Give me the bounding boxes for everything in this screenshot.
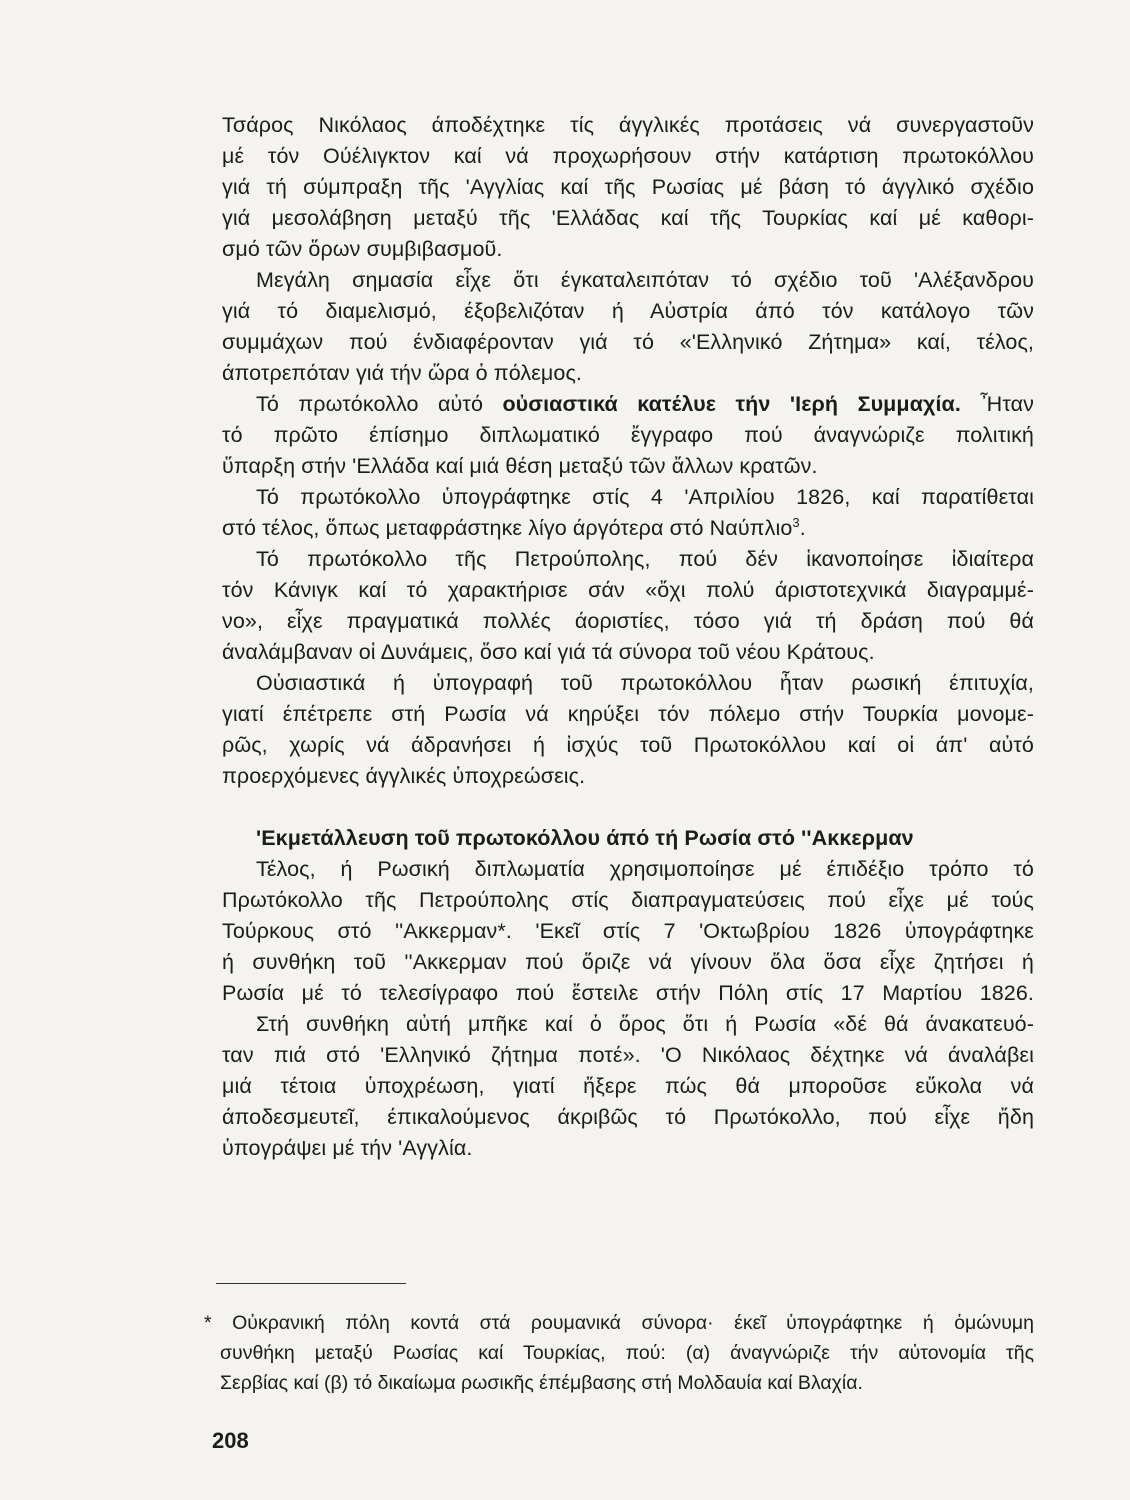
- footnote-divider: [216, 1283, 406, 1284]
- text-line: ρῶς, χωρίς νά άδρανήσει ή ἰσχύς τοῦ Πρωτοκόλλου καί οἱ άπ' αὐτό: [222, 733, 1034, 757]
- text-line: προερχόμενες άγγλικές ὑποχρεώσεις.: [222, 764, 586, 788]
- text-line: Τσάρος Νικόλαος άποδέχτηκε τίς άγγλικές προτάσεις νά συνεργαστοῦν: [222, 113, 1034, 137]
- text-line: μιά τέτοια ὑποχρέωση, γιατί ἤξερε πώς θά μποροῦσε εὔκολα νά: [222, 1074, 1034, 1098]
- footnote-line: Σερβίας καί (β) τό δικαίωμα ρωσικῆς έπέμβασης στή Μολδαυία καί Βλαχία.: [220, 1372, 863, 1394]
- text-line: Τό πρωτόκολλο τῆς Πετρούπολης, πού δέν ἱκανοποίησε ἰδιαίτερα: [256, 547, 1034, 571]
- footnote: [204, 1308, 1034, 1398]
- section-heading: 'Εκμετάλλευση τοῦ πρωτοκόλλου άπό τή Ρωσία στό ''Ακκερμαν: [256, 826, 914, 850]
- text-line: [222, 513, 1034, 544]
- text-line: γιά τό διαμελισμό, έξοβελιζόταν ή Αὐστρία άπό τόν κατάλογο τῶν: [222, 299, 1034, 323]
- main-text: [222, 110, 1034, 1164]
- text-line: ταν πιά στό 'Ελληνικό ζήτημα ποτέ». 'Ο Νικόλαος δέχτηκε νά άναλάβει: [222, 1043, 1034, 1067]
- text-line: Τέλος, ή Ρωσική διπλωματία χρησιμοποίησε μέ έπιδέξιο τρόπο τό: [256, 857, 1034, 881]
- text-line: τόν Κάνιγκ καί τό χαρακτήρισε σάν «ὄχι πολύ άριστοτεχνικά διαγραμμέ-: [222, 578, 1034, 602]
- text-line: Στή συνθήκη αὐτή μπῆκε καί ὁ ὅρος ὅτι ή Ρωσία «δέ θά άνακατευό-: [256, 1012, 1034, 1036]
- footnote-line: * Οὐκρανική πόλη κοντά στά ρουμανικά σύνορα· έκεῖ ὑπογράφτηκε ή ὁμώνυμη: [204, 1312, 1034, 1334]
- page-number: 208: [212, 1428, 249, 1453]
- text-line: ὕπαρξη στήν 'Ελλάδα καί μιά θέση μεταξύ τῶν ἄλλων κρατῶν.: [222, 454, 818, 478]
- text-line: σμό τῶν ὅρων συμβιβασμοῦ.: [222, 237, 503, 261]
- text-line: Τό πρωτόκολλο ὑπογράφτηκε στίς 4 'Απριλίου 1826, καί παρατίθεται: [256, 485, 1034, 509]
- footnote-line: συνθήκη μεταξύ Ρωσίας καί Τουρκίας, πού: (α) άναγνώριζε τήν αὐτονομία τῆς: [220, 1342, 1034, 1364]
- text-run: Ἦταν: [960, 392, 1034, 416]
- text-line: Ρωσία μέ τό τελεσίγραφο πού ἔστειλε στήν Πόλη στίς 17 Μαρτίου 1826.: [222, 981, 1034, 1005]
- text-line: άποδεσμευτεῖ, έπικαλούμενος άκριβῶς τό Πρωτόκολλο, πού εἶχε ἤδη: [222, 1105, 1034, 1129]
- text-line: ὑπογράψει μέ τήν 'Αγγλία.: [222, 1136, 473, 1160]
- text-line: γιά τή σύμπραξη τῆς 'Αγγλίας καί τῆς Ρωσίας μέ βάση τό άγγλικό σχέδιο: [222, 175, 1034, 199]
- text-line: τό πρῶτο έπίσημο διπλωματικό ἔγγραφο πού άναγνώριζε πολιτική: [222, 423, 1034, 447]
- text-line: Τούρκους στό ''Ακκερμαν*. 'Εκεῖ στίς 7 'Οκτωβρίου 1826 ὑπογράφτηκε: [222, 919, 1034, 943]
- text-line: γιατί έπέτρεπε στή Ρωσία νά κηρύξει τόν πόλεμο στήν Τουρκία μονομε-: [222, 702, 1034, 726]
- text-line: ή συνθήκη τοῦ ''Ακκερμαν πού ὅριζε νά γίνουν ὅλα ὅσα εἶχε ζητήσει ή: [222, 950, 1034, 974]
- text-line: Πρωτόκολλο τῆς Πετρούπολης στίς διαπραγματεύσεις πού εἶχε μέ τούς: [222, 888, 1034, 912]
- text-line: Οὐσιαστικά ή ὑπογραφή τοῦ πρωτοκόλλου ἦταν ρωσική έπιτυχία,: [256, 671, 1034, 695]
- footnote-reference: 3: [792, 514, 800, 530]
- text-run: Τό πρωτόκολλο αὐτό: [256, 392, 503, 416]
- text-line: άποτρεπόταν γιά τήν ὥρα ὁ πόλεμος.: [222, 361, 582, 385]
- text-line: μέ τόν Ούέλιγκτον καί νά προχωρήσουν στήν κατάρτιση πρωτοκόλλου: [222, 144, 1034, 168]
- emphasis-text: οὐσιαστικά κατέλυε τήν 'Ιερή Συμμαχία.: [502, 392, 961, 416]
- text-run: στό τέλος, ὅπως μεταφράστηκε λίγο άργότερα στό Ναύπλιο: [222, 516, 793, 540]
- text-line: συμμάχων πού ένδιαφέρονταν γιά τό «'Ελληνικό Ζήτημα» καί, τέλος,: [222, 330, 1034, 354]
- text-line: άναλάμβαναν οἱ Δυνάμεις, ὅσο καί γιά τά σύνορα τοῦ νέου Κράτους.: [222, 640, 875, 664]
- text-line: νο», εἶχε πραγματικά πολλές άοριστίες, τόσο γιά τή δράση πού θά: [222, 609, 1034, 633]
- text-line: [222, 389, 1034, 420]
- text-line: γιά μεσολάβηση μεταξύ τῆς 'Ελλάδας καί τῆς Τουρκίας καί μέ καθορι-: [222, 206, 1034, 230]
- text-run: .: [799, 516, 806, 540]
- text-line: Μεγάλη σημασία εἶχε ὅτι έγκαταλειπόταν τό σχέδιο τοῦ 'Αλέξανδρου: [256, 268, 1034, 292]
